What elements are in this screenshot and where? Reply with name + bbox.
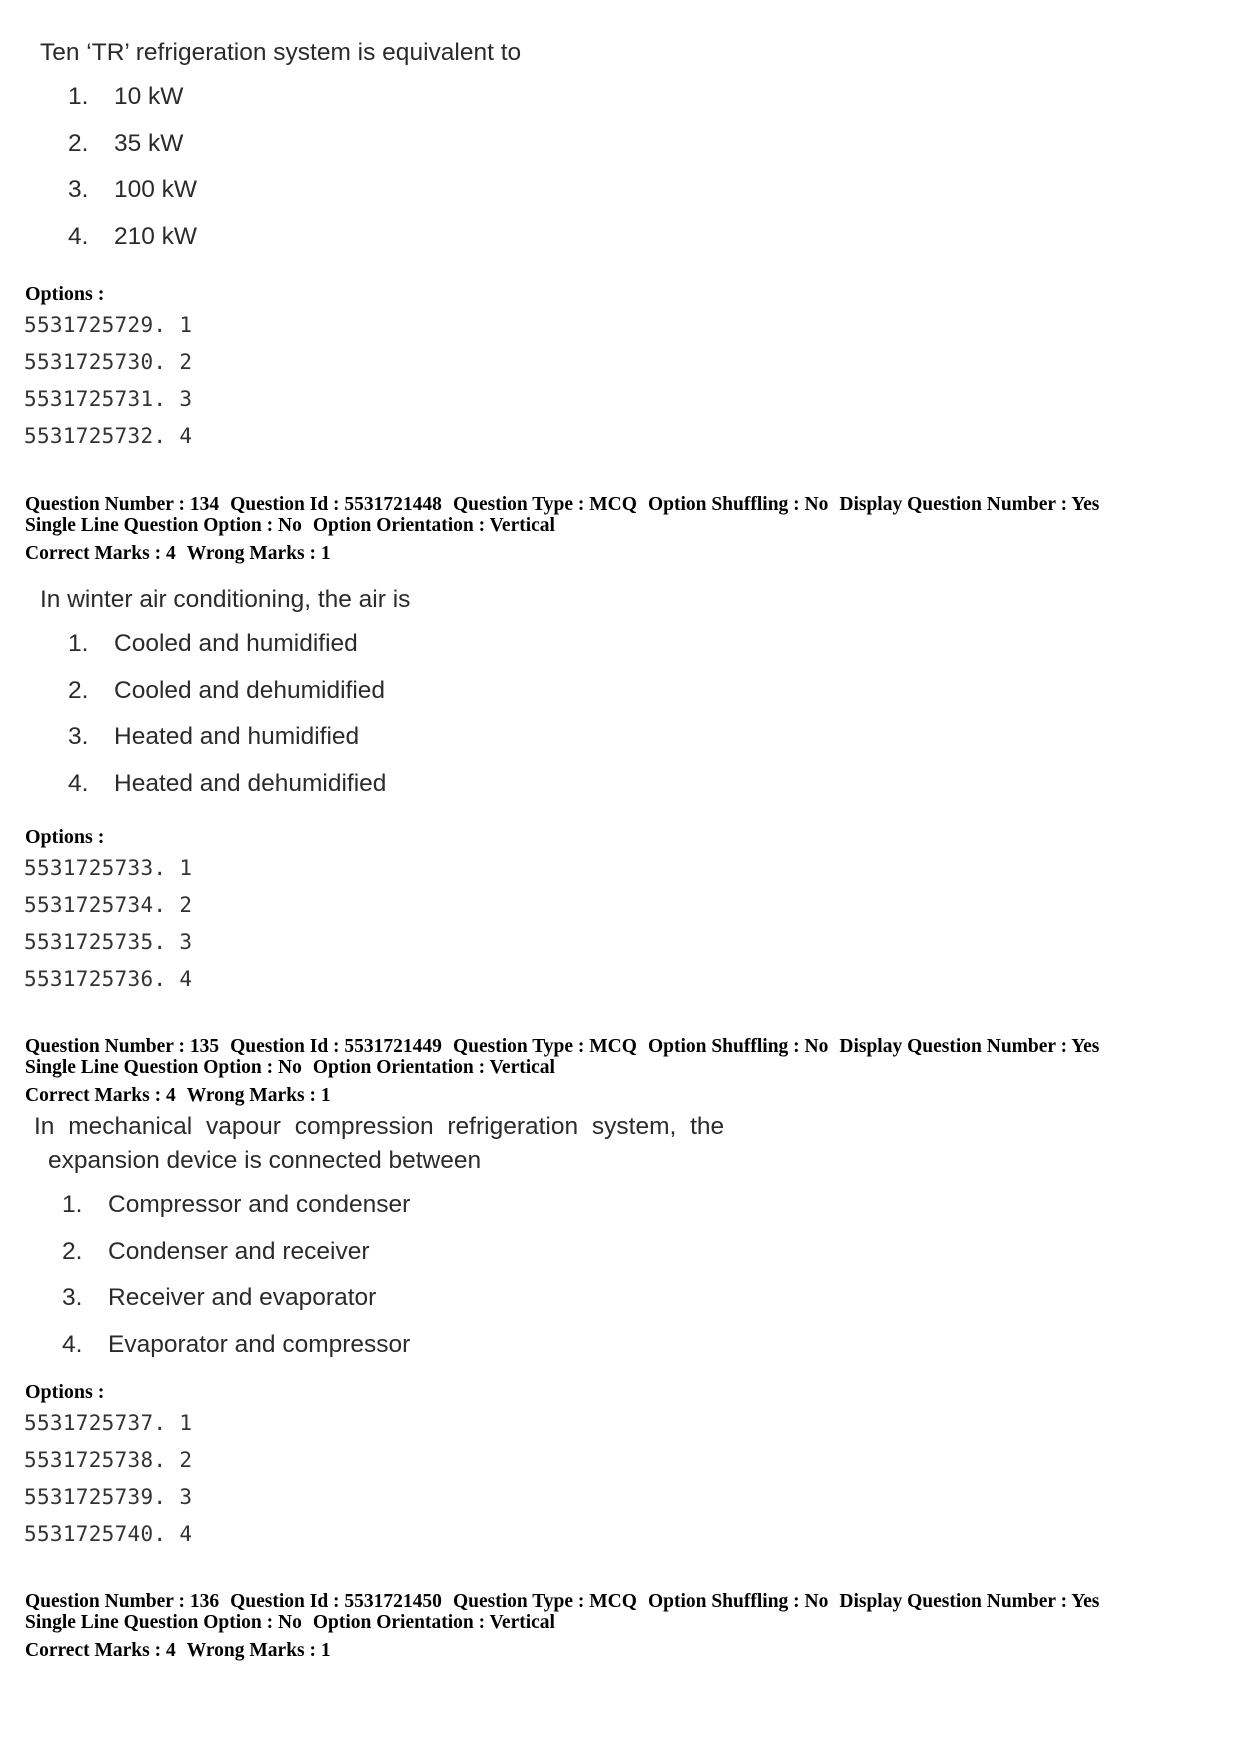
stem-line: In mechanical vapour compression refrigeration system, the — [34, 1113, 725, 1140]
single-line-option: Single Line Question Option : No — [25, 1057, 302, 1078]
correct-marks: Correct Marks : 4 — [25, 1085, 176, 1106]
question-type: Question Type : MCQ — [452, 494, 637, 515]
stem-line: expansion device is connected between — [48, 1147, 482, 1174]
option-id: 5531725731. 3 — [24, 387, 193, 411]
choice-list — [34, 1182, 724, 1368]
option-id: 5531725735. 3 — [24, 930, 193, 954]
question-stem: In winter air conditioning, the air is — [40, 586, 411, 613]
display-question-number: Display Question Number : Yes — [839, 1036, 1100, 1057]
question-135-meta — [25, 1036, 1210, 1106]
option-shuffling: Option Shuffling : No — [647, 1036, 829, 1057]
question-id: Question Id : 5531721448 — [230, 494, 442, 515]
display-question-number: Display Question Number : Yes — [839, 494, 1100, 515]
question-stem: Ten ‘TR’ refrigeration system is equivalent to — [40, 39, 522, 66]
correct-marks: Correct Marks : 4 — [25, 543, 176, 564]
options-label: Options : — [25, 826, 105, 848]
choice-item: 2. Condenser and receiver — [62, 1237, 370, 1265]
option-shuffling: Option Shuffling : No — [647, 494, 829, 515]
choice-item: 4. Heated and dehumidified — [68, 769, 387, 797]
question-id: Question Id : 5531721450 — [230, 1591, 442, 1612]
question-135-body — [34, 1110, 724, 1368]
choice-list — [40, 621, 410, 807]
option-orientation: Option Orientation : Vertical — [312, 515, 555, 536]
option-id: 5531725739. 3 — [24, 1485, 193, 1509]
single-line-option: Single Line Question Option : No — [25, 515, 302, 536]
option-id-list — [24, 307, 192, 455]
question-stem — [34, 1110, 724, 1178]
choice-item: 2. Cooled and dehumidified — [68, 676, 386, 704]
choice-item: 3. Heated and humidified — [68, 723, 360, 750]
choice-item: 1. Compressor and condenser — [62, 1191, 411, 1218]
choice-item: 4. 210 kW — [68, 222, 198, 250]
question-number: Question Number : 134 — [25, 494, 220, 515]
question-type: Question Type : MCQ — [452, 1036, 637, 1057]
choice-list — [40, 74, 521, 260]
correct-marks: Correct Marks : 4 — [25, 1640, 176, 1661]
option-id: 5531725738. 2 — [24, 1448, 193, 1472]
option-id-list — [24, 850, 192, 998]
option-shuffling: Option Shuffling : No — [647, 1591, 829, 1612]
single-line-option: Single Line Question Option : No — [25, 1612, 302, 1633]
option-id: 5531725729. 1 — [24, 313, 193, 337]
question-134-body — [40, 583, 410, 807]
choice-item: 2. 35 kW — [68, 129, 184, 157]
option-id: 5531725736. 4 — [24, 967, 193, 991]
question-number: Question Number : 136 — [25, 1591, 220, 1612]
question-136-meta — [25, 1591, 1210, 1661]
choice-item: 1. Cooled and humidified — [68, 630, 358, 657]
choice-item: 3. 100 kW — [68, 176, 198, 203]
wrong-marks: Wrong Marks : 1 — [186, 543, 331, 564]
question-type: Question Type : MCQ — [452, 1591, 637, 1612]
question-id: Question Id : 5531721449 — [230, 1036, 442, 1057]
choice-item: 4. Evaporator and compressor — [62, 1330, 411, 1358]
wrong-marks: Wrong Marks : 1 — [186, 1640, 331, 1661]
option-id: 5531725734. 2 — [24, 893, 193, 917]
option-id: 5531725733. 1 — [24, 856, 193, 880]
option-orientation: Option Orientation : Vertical — [312, 1612, 555, 1633]
option-id: 5531725732. 4 — [24, 424, 193, 448]
options-label: Options : — [25, 1381, 105, 1403]
display-question-number: Display Question Number : Yes — [839, 1591, 1100, 1612]
option-orientation: Option Orientation : Vertical — [312, 1057, 555, 1078]
choice-item: 1. 10 kW — [68, 83, 184, 110]
option-id: 5531725740. 4 — [24, 1522, 193, 1546]
options-label: Options : — [25, 283, 105, 305]
option-id: 5531725737. 1 — [24, 1411, 193, 1435]
option-id: 5531725730. 2 — [24, 350, 193, 374]
question-133-body — [40, 36, 521, 260]
choice-item: 3. Receiver and evaporator — [62, 1284, 377, 1311]
question-134-meta — [25, 494, 1210, 564]
wrong-marks: Wrong Marks : 1 — [186, 1085, 331, 1106]
option-id-list — [24, 1405, 192, 1553]
question-number: Question Number : 135 — [25, 1036, 220, 1057]
